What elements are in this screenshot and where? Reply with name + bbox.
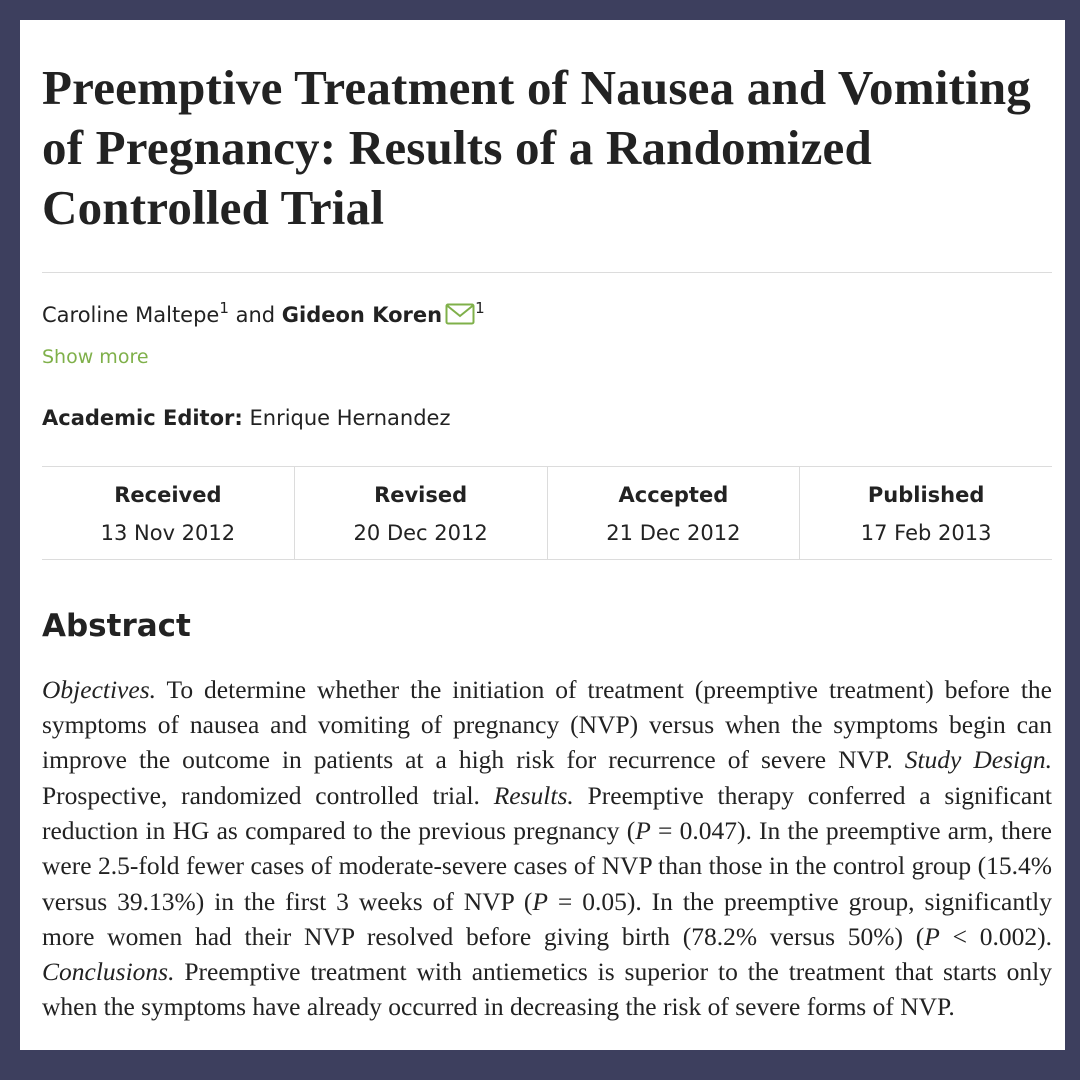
results-text: = 0.05). In the preemptive group, significantly more women had their NVP resolved before giving birth (78.2% versus 50%) ( — [42, 886, 1052, 951]
author-name[interactable]: Caroline Maltepe — [42, 303, 220, 327]
date-received — [42, 467, 294, 559]
abstract-heading: Abstract — [42, 608, 191, 644]
date-value: 21 Dec 2012 — [606, 521, 741, 545]
show-more-link[interactable]: Show more — [42, 346, 149, 368]
results-text: Preemptive therapy conferred a significant reduction in HG as compared to the previous pregnancy ( — [42, 780, 1052, 845]
mail-icon[interactable] — [445, 303, 475, 332]
author-list — [42, 301, 1052, 332]
date-label: Revised — [374, 483, 468, 507]
p-value-symbol: P — [924, 921, 940, 951]
article-title: Preemptive Treatment of Nausea and Vomiting of Pregnancy: Results of a Randomized Controlled Trial — [42, 60, 1032, 235]
date-accepted — [547, 467, 800, 559]
academic-editor — [42, 404, 1052, 432]
author-name-corresponding[interactable]: Gideon Koren — [281, 303, 443, 327]
results-text: < 0.002). — [939, 921, 1053, 951]
date-value: 17 Feb 2013 — [860, 521, 992, 545]
conclusions-label: Conclusions. — [42, 957, 175, 987]
date-revised — [294, 467, 547, 559]
history-dates — [42, 466, 1052, 560]
authors-joiner: and — [235, 303, 276, 327]
date-label: Published — [867, 483, 985, 507]
date-label: Received — [114, 483, 222, 507]
objectives-text: To determine whether the initiation of treatment (preemptive treatment) before the symptoms of nausea and vomiting of pregnancy (NVP) versus when the symptoms begin can improve the outcome in patients at a high risk for recurrence of severe NVP. — [42, 674, 1052, 775]
editor-label: Academic Editor: — [42, 406, 243, 430]
affiliation-marker[interactable]: 1 — [475, 299, 485, 317]
objectives-label: Objectives. — [42, 674, 156, 704]
editor-name: Enrique Hernandez — [249, 406, 451, 430]
affiliation-marker[interactable]: 1 — [219, 299, 229, 317]
date-value: 13 Nov 2012 — [100, 521, 236, 545]
abstract-text — [42, 672, 1052, 1025]
date-value: 20 Dec 2012 — [353, 521, 488, 545]
title-divider — [42, 272, 1052, 273]
date-published — [799, 467, 1052, 559]
p-value-symbol: P — [635, 815, 651, 845]
results-label: Results. — [493, 780, 574, 810]
article-page — [20, 20, 1065, 1050]
results-text: = 0.047). In the preemptive arm, there were 2.5-fold fewer cases of moderate-severe cases of NVP than those in the control group (15.4% versus 39.13%) in the first 3 weeks of NVP ( — [42, 815, 1053, 916]
date-label: Accepted — [618, 483, 729, 507]
p-value-symbol: P — [532, 886, 548, 916]
conclusions-text: Preemptive treatment with antiemetics is superior to the treatment that starts only when the symptoms have already occurred in decreasing the risk of severe forms of NVP. — [42, 957, 1052, 1022]
design-label: Study Design. — [904, 745, 1052, 775]
design-text: Prospective, randomized controlled trial. — [42, 780, 480, 810]
